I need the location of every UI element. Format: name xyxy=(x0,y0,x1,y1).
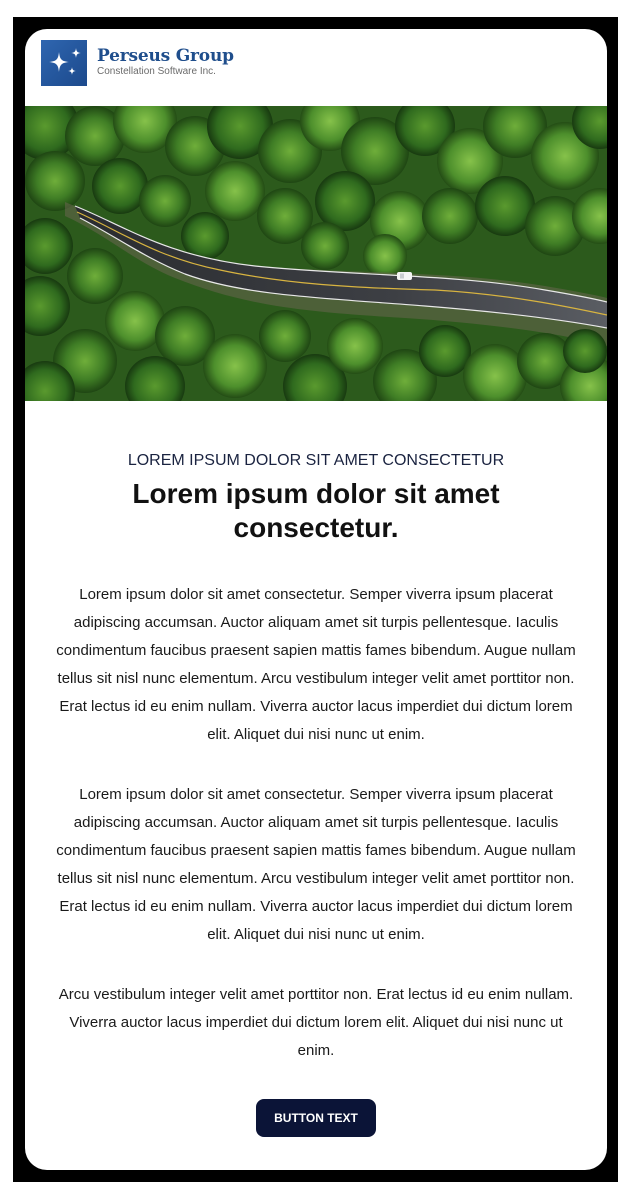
eyebrow-text: LOREM IPSUM DOLOR SIT AMET CONSECTETUR xyxy=(127,452,505,469)
body-paragraph-1: Lorem ipsum dolor sit amet consectetur. Semper viverra ipsum placerat adipiscing accumsan. Auctor aliquam amet sit turpis pellentesque. Iaculis condimentum faucibus praesent sapien mattis fames bibendum. Augue nullam tellus sit nisl nunc elementum. Arcu vestibulum integer velit amet porttitor non. Erat lectus id eu enim nullam. Viverra auctor lacus imperdiet dui dictum lorem elit. Aliquet dui nisi nunc ut enim. xyxy=(56,586,576,743)
email-card xyxy=(25,29,607,1170)
headline: Lorem ipsum dolor sit amet consectetur. xyxy=(132,478,500,543)
body-paragraph-3: Arcu vestibulum integer velit amet porttitor non. Erat lectus id eu enim nullam. Viverra auctor lacus imperdiet dui dictum lorem elit. Aliquet dui nisi nunc ut enim. xyxy=(58,986,574,1059)
brand-name: Perseus Group xyxy=(97,45,234,66)
hero-image xyxy=(25,106,607,401)
brand-wordmark xyxy=(97,40,234,86)
body-paragraph-2: Lorem ipsum dolor sit amet consectetur. Semper viverra ipsum placerat adipiscing accumsan. Auctor aliquam amet sit turpis pellentesque. Iaculis condimentum faucibus praesent sapien mattis fames bibendum. Augue nullam tellus sit nisl nunc elementum. Arcu vestibulum integer velit amet porttitor non. Erat lectus id eu enim nullam. Viverra auctor lacus imperdiet dui dictum lorem elit. Aliquet dui nisi nunc ut enim. xyxy=(56,786,576,943)
cta-button[interactable]: BUTTON TEXT xyxy=(256,1099,376,1137)
brand-subtitle: Constellation Software Inc. xyxy=(97,65,216,77)
sparkles-icon xyxy=(41,40,87,86)
email-body xyxy=(25,401,607,1137)
email-header xyxy=(41,40,234,86)
